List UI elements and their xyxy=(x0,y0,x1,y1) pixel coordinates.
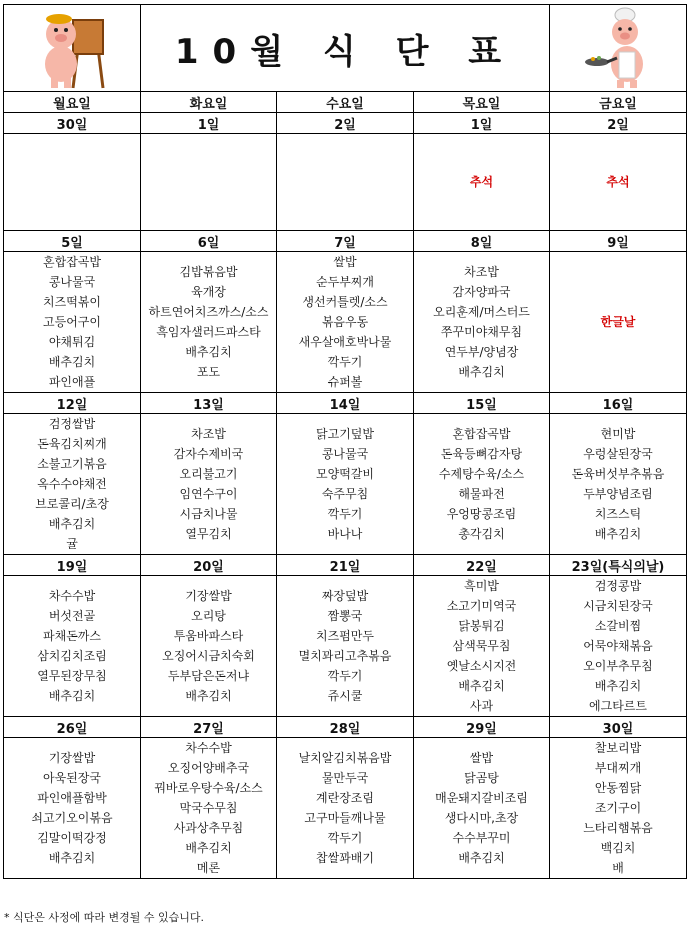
menu-item: 육개장 xyxy=(191,285,226,299)
menu-item: 삼치김치조림 xyxy=(37,649,107,663)
date-row xyxy=(4,393,687,414)
menu-item: 모양떡갈비 xyxy=(316,467,374,481)
menu-item: 배추김치 xyxy=(594,527,642,541)
menu-item: 옥수수야채전 xyxy=(37,477,107,491)
menu-item: 돈육김치찌개 xyxy=(37,437,107,451)
menu-item: 열무된장무침 xyxy=(37,669,107,683)
holiday-label: 추석 xyxy=(606,175,630,189)
menu-row xyxy=(4,252,687,393)
menu-cell xyxy=(277,134,414,231)
menu-item: 바나나 xyxy=(327,527,363,541)
date-cell: 13일 xyxy=(141,393,277,414)
date-cell: 15일 xyxy=(414,393,550,414)
menu-item: 꿔바로우탕수육/소스 xyxy=(154,781,263,795)
menu-item: 아욱된장국 xyxy=(43,771,101,785)
date-cell: 16일 xyxy=(550,393,687,414)
date-cell: 8일 xyxy=(414,231,550,252)
menu-item: 닭봉튀김 xyxy=(458,619,505,633)
menu-item: 콩나물국 xyxy=(48,275,96,289)
menu-item: 메론 xyxy=(196,861,221,875)
menu-item: 흑임자샐러드파스타 xyxy=(156,325,261,339)
menu-item: 돈육버섯부추볶음 xyxy=(571,467,665,481)
menu-item: 차수수밥 xyxy=(185,741,232,755)
footnote: * 식단은 사정에 따라 변경될 수 있습니다. xyxy=(4,911,204,924)
menu-item: 물만두국 xyxy=(321,771,369,785)
menu-item: 치즈펌만두 xyxy=(316,629,374,643)
menu-cell xyxy=(4,134,141,231)
date-cell: 1일 xyxy=(414,113,550,134)
menu-item: 감자수제비국 xyxy=(173,447,244,461)
menu-cell xyxy=(4,576,141,717)
left-illustration-cell xyxy=(4,5,141,92)
menu-item: 하트연어치즈까스/소스 xyxy=(148,305,269,319)
menu-item: 두부양념조림 xyxy=(583,487,653,501)
menu-item: 흑미밥 xyxy=(464,579,499,593)
menu-item: 콩나물국 xyxy=(321,447,369,461)
menu-item: 쌀밥 xyxy=(469,751,494,765)
menu-item: 치즈스틱 xyxy=(594,507,642,521)
date-cell: 22일 xyxy=(414,555,550,576)
menu-item: 해물파전 xyxy=(458,487,505,501)
date-cell: 29일 xyxy=(414,717,550,738)
menu-item: 쥬시쿨 xyxy=(327,689,363,703)
menu-item: 소불고기볶음 xyxy=(37,457,107,471)
menu-item: 깍두기 xyxy=(327,507,363,521)
menu-item: 차조밥 xyxy=(191,427,226,441)
menu-item: 소고기미역국 xyxy=(446,599,517,613)
menu-item: 멸치꽈리고추볶음 xyxy=(298,649,392,663)
date-cell: 2일 xyxy=(277,113,414,134)
date-cell: 21일 xyxy=(277,555,414,576)
menu-item: 숙주무침 xyxy=(321,487,369,501)
day-header: 금요일 xyxy=(550,92,687,113)
menu-item: 사과 xyxy=(469,699,494,713)
date-cell: 23일(특식의날) xyxy=(550,555,687,576)
menu-item: 차수수밥 xyxy=(48,589,96,603)
date-cell: 2일 xyxy=(550,113,687,134)
menu-item: 기장쌀밥 xyxy=(48,751,96,765)
menu-item: 기장쌀밥 xyxy=(185,589,232,603)
menu-item: 날치알김치볶음밥 xyxy=(298,751,392,765)
day-header: 월요일 xyxy=(4,92,141,113)
menu-item: 조기구이 xyxy=(594,801,642,815)
menu-item: 감자양파국 xyxy=(452,285,511,299)
menu-cell xyxy=(414,576,550,717)
menu-item: 찰보리밥 xyxy=(594,741,642,755)
day-header: 목요일 xyxy=(414,92,550,113)
date-cell: 26일 xyxy=(4,717,141,738)
date-cell: 28일 xyxy=(277,717,414,738)
menu-cell xyxy=(277,414,414,555)
menu-item: 열무김치 xyxy=(185,527,232,541)
menu-cell xyxy=(550,414,687,555)
menu-cell xyxy=(141,738,277,879)
menu-item: 계란장조림 xyxy=(316,791,374,805)
menu-cell xyxy=(414,134,550,231)
date-cell: 12일 xyxy=(4,393,141,414)
menu-item: 짬뽕국 xyxy=(327,609,363,623)
date-cell: 14일 xyxy=(277,393,414,414)
menu-item: 검정쌀밥 xyxy=(48,417,96,431)
menu-item: 총각김치 xyxy=(458,527,505,541)
menu-cell xyxy=(141,576,277,717)
menu-item: 배 xyxy=(612,861,624,875)
menu-item: 닭곰탕 xyxy=(464,771,499,785)
menu-item: 순두부찌개 xyxy=(316,275,374,289)
menu-item: 오징어시금치숙회 xyxy=(162,649,255,663)
menu-item: 배추김치 xyxy=(185,345,232,359)
menu-item: 오징어양배추국 xyxy=(167,761,250,775)
menu-cell xyxy=(4,738,141,879)
menu-cell xyxy=(550,134,687,231)
menu-item: 사과상추무침 xyxy=(173,821,244,835)
date-row xyxy=(4,231,687,252)
date-cell: 30일 xyxy=(4,113,141,134)
menu-item: 배추김치 xyxy=(458,365,505,379)
menu-item: 막국수무침 xyxy=(179,801,238,815)
menu-item: 쇠고기오이볶음 xyxy=(31,811,113,825)
menu-item: 배추김치 xyxy=(48,355,96,369)
menu-item: 느타리햄볶음 xyxy=(583,821,653,835)
menu-item: 닭고기덮밥 xyxy=(316,427,374,441)
menu-item: 깍두기 xyxy=(327,831,363,845)
menu-item: 슈퍼볼 xyxy=(327,375,363,389)
menu-item: 현미밥 xyxy=(600,427,636,441)
menu-item: 오리탕 xyxy=(191,609,226,623)
menu-item: 혼합잡곡밥 xyxy=(43,255,101,269)
menu-item: 두부담은돈저냐 xyxy=(167,669,250,683)
menu-item: 연두부/양념장 xyxy=(444,345,519,359)
menu-item: 배추김치 xyxy=(48,689,96,703)
pig-chef-icon xyxy=(583,6,653,90)
date-cell: 9일 xyxy=(550,231,687,252)
menu-item: 소갈비찜 xyxy=(594,619,642,633)
menu-item: 쌀밥 xyxy=(333,255,357,269)
menu-item: 오리불고기 xyxy=(179,467,238,481)
menu-item: 김밥볶음밥 xyxy=(179,265,238,279)
date-row xyxy=(4,555,687,576)
holiday-label: 추석 xyxy=(469,175,494,189)
menu-item: 시금치된장국 xyxy=(583,599,653,613)
menu-item: 파인애플함박 xyxy=(37,791,107,805)
menu-item: 배추김치 xyxy=(458,851,505,865)
menu-item: 우엉땅콩조림 xyxy=(446,507,517,521)
menu-cell xyxy=(550,738,687,879)
menu-cell xyxy=(4,414,141,555)
menu-row xyxy=(4,134,687,231)
menu-cell xyxy=(414,414,550,555)
menu-item: 고등어구이 xyxy=(43,315,101,329)
menu-item: 임연수구이 xyxy=(179,487,238,501)
menu-row xyxy=(4,576,687,717)
menu-cell xyxy=(141,134,277,231)
date-cell: 20일 xyxy=(141,555,277,576)
date-cell: 5일 xyxy=(4,231,141,252)
menu-item: 찹쌀꽈배기 xyxy=(316,851,374,865)
date-cell: 7일 xyxy=(277,231,414,252)
menu-item: 오이부추무침 xyxy=(583,659,653,673)
menu-item: 볶음우동 xyxy=(321,315,369,329)
menu-item: 새우살애호박나물 xyxy=(298,335,392,349)
menu-item: 포도 xyxy=(196,365,221,379)
menu-item: 배추김치 xyxy=(458,679,505,693)
page-title: 10월 식 단 표 xyxy=(141,5,550,92)
menu-item: 우렁살된장국 xyxy=(583,447,653,461)
menu-row xyxy=(4,738,687,879)
menu-item: 짜장덮밥 xyxy=(321,589,369,603)
menu-item: 배추김치 xyxy=(48,851,96,865)
menu-cell xyxy=(414,738,550,879)
date-cell: 30일 xyxy=(550,717,687,738)
menu-item: 파인애플 xyxy=(48,375,96,389)
menu-item: 귤 xyxy=(66,537,78,551)
menu-cell xyxy=(550,576,687,717)
right-illustration-cell xyxy=(550,5,687,92)
menu-cell xyxy=(277,576,414,717)
menu-item: 배추김치 xyxy=(185,841,232,855)
date-cell: 1일 xyxy=(141,113,277,134)
menu-item: 혼합잡곡밥 xyxy=(452,427,511,441)
menu-item: 생다시마,초장 xyxy=(444,811,519,825)
menu-item: 어묵야채볶음 xyxy=(583,639,653,653)
menu-item: 검정콩밥 xyxy=(594,579,642,593)
menu-item: 부대찌개 xyxy=(594,761,642,775)
menu-item: 차조밥 xyxy=(464,265,499,279)
menu-item: 파채돈까스 xyxy=(43,629,101,643)
menu-item: 시금치나물 xyxy=(179,507,238,521)
menu-item: 돈육등뼈감자탕 xyxy=(440,447,523,461)
date-cell: 19일 xyxy=(4,555,141,576)
menu-cell xyxy=(4,252,141,393)
menu-cell xyxy=(141,414,277,555)
menu-item: 깍두기 xyxy=(327,669,363,683)
menu-item: 오리훈제/머스터드 xyxy=(433,305,530,319)
date-row xyxy=(4,113,687,134)
menu-item: 에그타르트 xyxy=(589,699,647,713)
menu-item: 야채튀김 xyxy=(48,335,96,349)
menu-item: 삼색묵무침 xyxy=(452,639,511,653)
menu-item: 생선커틀렛/소스 xyxy=(302,295,388,309)
menu-item: 브로콜리/초장 xyxy=(35,497,109,511)
menu-item: 깍두기 xyxy=(327,355,363,369)
menu-item: 투움바파스타 xyxy=(173,629,244,643)
menu-item: 배추김치 xyxy=(48,517,96,531)
date-cell: 6일 xyxy=(141,231,277,252)
menu-item: 쭈꾸미야채무침 xyxy=(440,325,523,339)
menu-item: 수수부꾸미 xyxy=(452,831,511,845)
menu-item: 백김치 xyxy=(600,841,636,855)
menu-item: 고구마들깨나물 xyxy=(304,811,386,825)
pig-painter-icon xyxy=(37,6,107,90)
weekday-header-row xyxy=(4,92,687,113)
holiday-label: 한글날 xyxy=(600,315,636,329)
menu-table xyxy=(3,4,687,879)
menu-item: 버섯전골 xyxy=(48,609,96,623)
day-header: 화요일 xyxy=(141,92,277,113)
title-row xyxy=(4,5,687,92)
menu-item: 안동찜닭 xyxy=(594,781,642,795)
menu-cell xyxy=(141,252,277,393)
menu-item: 옛날소시지전 xyxy=(446,659,517,673)
menu-item: 김말이떡강정 xyxy=(37,831,107,845)
date-row xyxy=(4,717,687,738)
menu-cell xyxy=(414,252,550,393)
menu-cell xyxy=(277,738,414,879)
menu-item: 치즈떡볶이 xyxy=(43,295,101,309)
date-cell: 27일 xyxy=(141,717,277,738)
day-header: 수요일 xyxy=(277,92,414,113)
menu-cell xyxy=(550,252,687,393)
menu-item: 매운돼지갈비조림 xyxy=(435,791,528,805)
menu-item: 수제탕수육/소스 xyxy=(438,467,525,481)
menu-item: 배추김치 xyxy=(185,689,232,703)
menu-row xyxy=(4,414,687,555)
menu-item: 배추김치 xyxy=(594,679,642,693)
menu-cell xyxy=(277,252,414,393)
